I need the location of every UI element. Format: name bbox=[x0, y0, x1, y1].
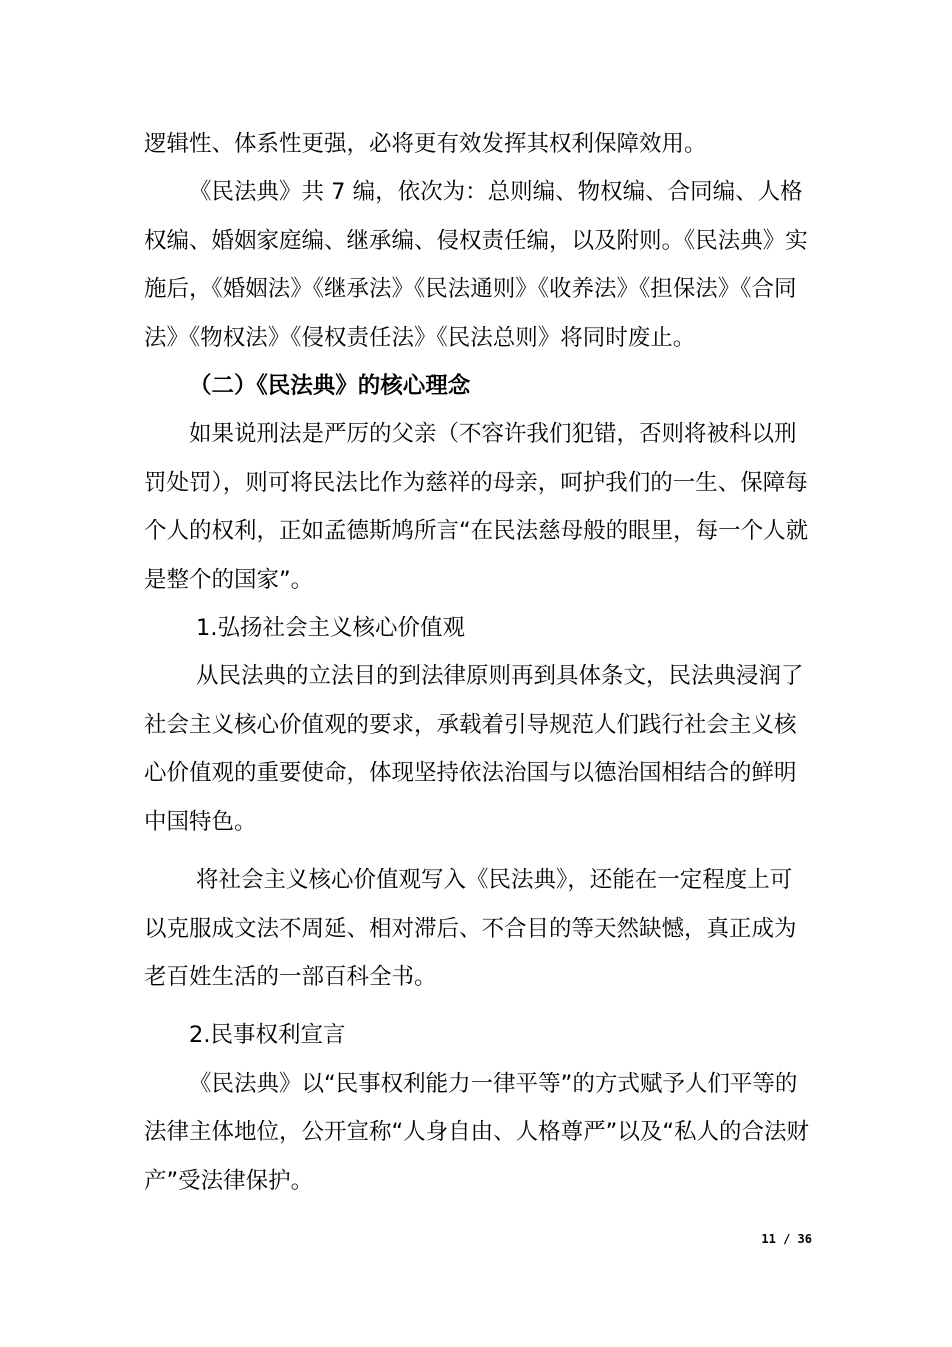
subheading-civil-rights-declaration: 2.民事权利宣言 bbox=[189, 1022, 346, 1049]
section-heading-core-concepts: （二）《民法典》的核心理念 bbox=[189, 373, 471, 400]
paragraph-civil-code-structure: 《民法典》共 7 编，依次为：总则编、物权编、合同编、人格权编、婚姻家庭编、继承编、侵权责任编，以及附则。《民法典》实施后，《婚姻法》《继承法》《民法通则》《收养法》《担保法》《合同法》《物权法》《侵权责任法》《民法总则》将同时废止。 bbox=[144, 179, 808, 351]
page-number: 11 / 36 bbox=[761, 1232, 812, 1246]
paragraph-civil-rights: 《民法典》以“民事权利能力一律平等”的方式赋予人们平等的法律主体地位，公开宣称“人身自由、人格尊严”以及“私人的合法财产”受法律保护。 bbox=[144, 1070, 809, 1194]
paragraph-core-values-1: 从民法典的立法目的到法律原则再到具体条文，民法典浸润了社会主义核心价值观的要求，承载着引导规范人们践行社会主义核心价值观的重要使命，体现坚持依法治国与以德治国相结合的鲜明中国特色。 bbox=[144, 663, 804, 835]
paragraph-core-values-2: 将社会主义核心价值观写入《民法典》，还能在一定程度上可以克服成文法不周延、相对滞后、不合目的等天然缺憾，真正成为老百姓生活的一部百科全书。 bbox=[144, 867, 797, 990]
paragraph-criminal-vs-civil: 如果说刑法是严厉的父亲（不容许我们犯错，否则将被科以刑罚处罚），则可将民法比作为慈祥的母亲，呵护我们的一生、保障每个人的权利，正如孟德斯鸠所言“在民法慈母般的眼里，每一个人就是整个的国家”。 bbox=[144, 421, 809, 593]
paragraph-continuation: 逻辑性、体系性更强，必将更有效发挥其权利保障效用。 bbox=[144, 131, 707, 157]
page-body bbox=[144, 120, 812, 1205]
subheading-core-values: 1.弘扬社会主义核心价值观 bbox=[196, 615, 465, 642]
